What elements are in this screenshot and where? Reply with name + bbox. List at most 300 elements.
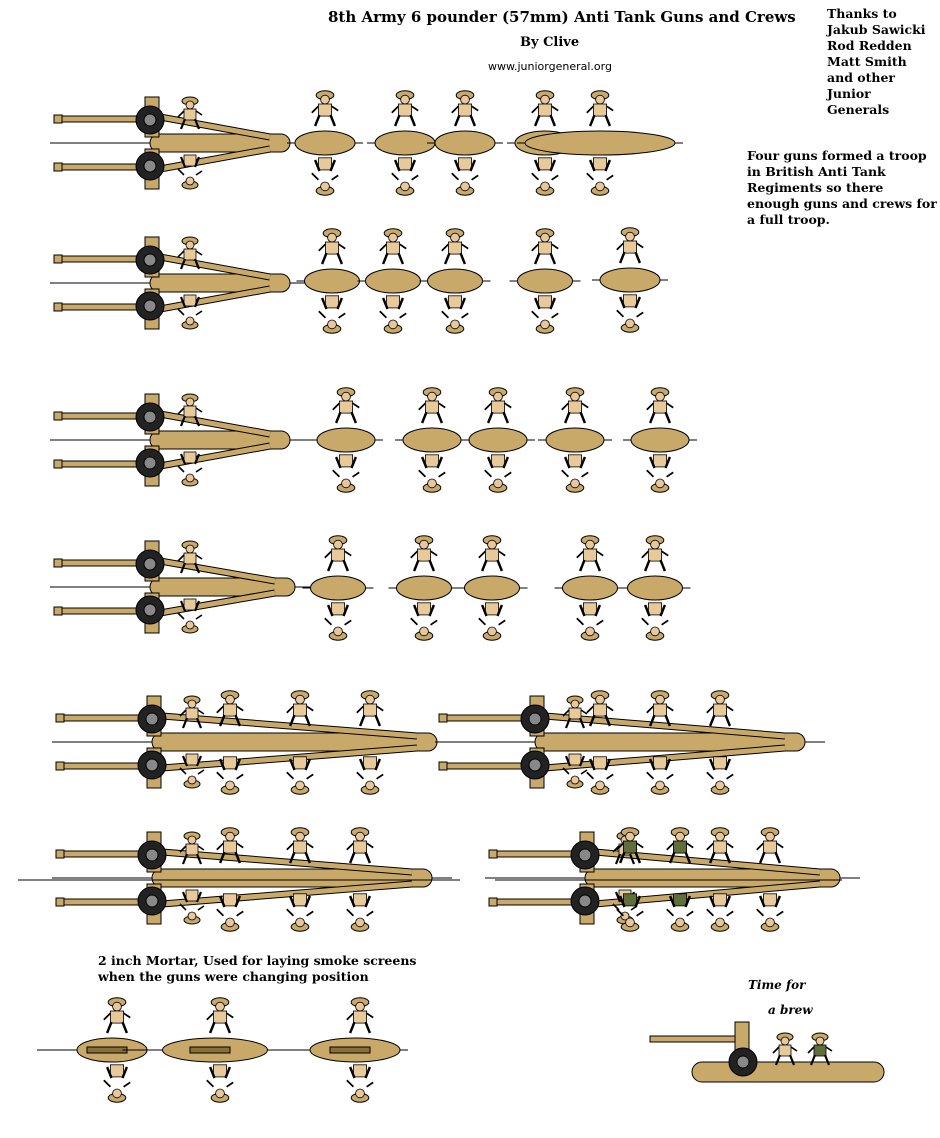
counter-base <box>305 269 360 293</box>
arms-icon <box>347 1080 373 1087</box>
crewman-figure <box>667 894 693 931</box>
torso-icon <box>763 841 776 853</box>
head-icon <box>494 392 503 401</box>
crewman-figure <box>325 603 351 640</box>
torso-icon <box>184 249 196 260</box>
torso-icon <box>186 844 198 855</box>
mortar-tube-icon <box>330 1047 370 1053</box>
torso-icon <box>223 841 236 853</box>
crewman-figure <box>647 455 673 492</box>
head-icon <box>541 320 550 329</box>
torso-icon <box>713 841 726 853</box>
torso-icon <box>353 841 366 853</box>
head-icon <box>188 776 196 784</box>
torso-icon <box>184 599 196 610</box>
torso-icon <box>318 158 331 170</box>
muzzle-brake <box>54 412 62 420</box>
arms-icon <box>479 618 505 625</box>
torso-icon <box>363 704 376 716</box>
legs-icon <box>488 412 508 423</box>
brew-caption-line: Time for <box>748 978 806 992</box>
head-icon <box>656 781 665 790</box>
head-icon <box>488 627 497 636</box>
crewman-figure <box>207 1065 233 1102</box>
crewman-figure <box>707 828 733 863</box>
head-icon <box>656 695 665 704</box>
torso-icon <box>485 549 498 561</box>
muzzle-brake <box>56 850 64 858</box>
crewman-figure <box>392 158 418 195</box>
crew-counter <box>623 388 697 492</box>
wheel-hub-icon <box>144 300 156 312</box>
crewman-figure <box>180 832 204 864</box>
arms-icon <box>577 618 603 625</box>
crew-counter <box>297 229 368 333</box>
torso-icon <box>293 841 306 853</box>
wheel-hub-icon <box>144 457 156 469</box>
torso-icon <box>569 754 581 765</box>
wheel-hub-icon <box>579 849 591 861</box>
crewman-figure <box>347 828 373 863</box>
head-icon <box>451 320 460 329</box>
torso-icon <box>184 295 196 306</box>
crewman-figure <box>452 91 478 126</box>
crewman-figure <box>532 158 558 195</box>
head-icon <box>626 319 635 328</box>
crew-counter <box>427 91 503 195</box>
head-icon <box>596 695 605 704</box>
head-icon <box>356 1002 365 1011</box>
torso-icon <box>538 158 551 170</box>
legs-icon <box>710 715 730 726</box>
counter-base <box>311 576 366 600</box>
torso-icon <box>184 155 196 166</box>
torso-icon <box>325 296 338 308</box>
counter-base <box>366 269 421 293</box>
crewman-figure <box>419 455 445 492</box>
arms-icon <box>485 470 511 477</box>
arms-icon <box>325 618 351 625</box>
legs-icon <box>414 560 434 571</box>
crewman-figure <box>617 894 643 931</box>
head-icon <box>186 241 194 249</box>
head-icon <box>356 832 365 841</box>
head-icon <box>389 233 398 242</box>
wheel-hub-icon <box>146 759 158 771</box>
crewman-figure <box>442 229 468 264</box>
torso-icon <box>713 757 726 769</box>
crewman-figure <box>587 91 613 126</box>
crewman-figure <box>532 229 558 264</box>
crew-counter <box>620 536 691 640</box>
head-icon <box>226 695 235 704</box>
torso-icon <box>353 1065 366 1077</box>
torso-icon <box>713 894 726 906</box>
website-url[interactable]: www.juniorgeneral.org <box>488 60 612 73</box>
brew-caption-line: a brew <box>768 1003 813 1017</box>
legs-icon <box>350 1022 370 1033</box>
crewman-figure <box>104 998 130 1033</box>
crewman-figure <box>178 295 202 329</box>
torso-icon <box>538 296 551 308</box>
thanks-line: Rod Redden <box>827 38 912 53</box>
torso-icon <box>538 104 551 116</box>
crewman-figure <box>357 691 383 726</box>
head-icon <box>461 182 470 191</box>
wheel-hub-icon <box>144 411 156 423</box>
arms-icon <box>647 772 673 779</box>
head-icon <box>188 912 196 920</box>
head-icon <box>342 392 351 401</box>
legs-icon <box>328 560 348 571</box>
arms-icon <box>532 173 558 180</box>
mortar-team-counter <box>123 998 276 1102</box>
counter-base <box>435 131 495 155</box>
torso-icon <box>398 158 411 170</box>
crew-counter <box>555 536 626 640</box>
crewman-figure <box>587 158 613 195</box>
arms-icon <box>442 311 468 318</box>
torso-icon <box>653 401 666 413</box>
head-icon <box>186 101 194 109</box>
torso-icon <box>186 890 198 901</box>
counter-base <box>428 269 483 293</box>
torso-icon <box>673 894 686 906</box>
crewman-figure <box>562 388 588 423</box>
anti-tank-gun-counter <box>50 237 310 329</box>
torso-icon <box>425 455 438 467</box>
crewman-figure <box>617 295 643 332</box>
head-icon <box>113 1089 122 1098</box>
wheel-hub-icon <box>144 160 156 172</box>
torso-icon <box>491 455 504 467</box>
torso-icon <box>223 704 236 716</box>
troop-note: Four guns formed a troop in British Anti Tank Regiments so there enough guns and crews for a full troop. <box>747 148 937 227</box>
head-icon <box>676 832 685 841</box>
crewman-figure <box>180 754 204 788</box>
thanks-line: Thanks to <box>827 6 897 21</box>
head-icon <box>321 182 330 191</box>
thanks-line: Generals <box>827 102 890 117</box>
brew-vignette <box>650 1022 884 1082</box>
anti-tank-gun-counter <box>50 97 310 189</box>
head-icon <box>342 479 351 488</box>
mortar-tube-icon <box>190 1047 230 1053</box>
muzzle-brake <box>54 255 62 263</box>
legs-icon <box>455 115 475 126</box>
head-icon <box>766 832 775 841</box>
torso-icon <box>184 109 196 120</box>
torso-icon <box>386 242 399 254</box>
wheel-hub-icon <box>144 604 156 616</box>
crewman-figure <box>479 603 505 640</box>
crewman-figure <box>419 388 445 423</box>
crewman-figure <box>180 890 204 924</box>
wheel-hub-icon <box>146 895 158 907</box>
crewman-figure <box>577 603 603 640</box>
crewman-figure <box>312 91 338 126</box>
arms-icon <box>347 909 373 916</box>
crewman-figure <box>532 296 558 333</box>
crewman-figure <box>380 229 406 264</box>
mortar-tube-icon <box>87 1047 127 1053</box>
head-icon <box>296 832 305 841</box>
head-icon <box>186 177 194 185</box>
arms-icon <box>452 173 478 180</box>
torso-icon <box>213 1011 226 1023</box>
torso-icon <box>814 1045 826 1056</box>
torso-icon <box>184 452 196 463</box>
legs-icon <box>535 115 555 126</box>
head-icon <box>188 836 196 844</box>
crewman-figure <box>532 91 558 126</box>
anti-tank-gun-counter <box>52 696 457 788</box>
crew-counter <box>457 536 528 640</box>
crewman-figure <box>411 536 437 571</box>
head-icon <box>401 182 410 191</box>
head-icon <box>651 627 660 636</box>
torso-icon <box>583 603 596 615</box>
crewman-figure <box>287 757 313 794</box>
torso-icon <box>593 704 606 716</box>
arms-icon <box>587 173 613 180</box>
legs-icon <box>383 253 403 264</box>
crewman-figure <box>178 599 202 633</box>
arms-icon <box>333 470 359 477</box>
torso-icon <box>110 1011 123 1023</box>
torso-icon <box>485 603 498 615</box>
torso-icon <box>623 241 636 253</box>
head-icon <box>186 398 194 406</box>
crew-counter <box>538 388 612 492</box>
byline: By Clive <box>520 35 580 50</box>
legs-icon <box>395 115 415 126</box>
thanks-line: Matt Smith <box>827 54 907 69</box>
legs-icon <box>315 115 335 126</box>
thanks-line: Jakub Sawicki <box>827 22 926 37</box>
counter-base <box>397 576 452 600</box>
wheel-hub-icon <box>737 1056 749 1068</box>
crew-counter <box>395 388 469 492</box>
counter-base <box>563 576 618 600</box>
arms-icon <box>207 1080 233 1087</box>
head-icon <box>401 95 410 104</box>
head-icon <box>420 627 429 636</box>
crew-counter <box>592 228 668 332</box>
torso-icon <box>331 603 344 615</box>
head-icon <box>451 233 460 242</box>
gun-barrel <box>650 1036 745 1042</box>
arms-icon <box>411 618 437 625</box>
head-icon <box>586 627 595 636</box>
arms-icon <box>312 173 338 180</box>
legs-icon <box>210 1022 230 1033</box>
head-icon <box>626 918 635 927</box>
crewman-figure <box>347 894 373 931</box>
counter-base <box>403 428 461 452</box>
arms-icon <box>319 311 345 318</box>
head-icon <box>766 918 775 927</box>
head-icon <box>626 232 635 241</box>
crewman-figure <box>319 229 345 264</box>
legs-icon <box>322 253 342 264</box>
crewman-figure <box>178 155 202 189</box>
arms-icon <box>104 1080 130 1087</box>
torso-icon <box>353 1011 366 1023</box>
torso-icon <box>648 549 661 561</box>
counter-base <box>465 576 520 600</box>
arms-icon <box>617 909 643 916</box>
crewman-figure <box>647 757 673 794</box>
torso-icon <box>713 704 726 716</box>
crewman-figure <box>452 158 478 195</box>
arms-icon <box>392 173 418 180</box>
arms-icon <box>707 772 733 779</box>
anti-tank-gun-counter <box>52 832 452 924</box>
arms-icon <box>178 466 202 472</box>
head-icon <box>716 695 725 704</box>
head-icon <box>226 781 235 790</box>
crewman-figure <box>180 696 204 728</box>
legs-icon <box>650 412 670 423</box>
arms-icon <box>757 909 783 916</box>
arms-icon <box>562 470 588 477</box>
wheel-hub-icon <box>579 895 591 907</box>
torso-icon <box>318 104 331 116</box>
head-icon <box>188 700 196 708</box>
crewman-figure <box>380 296 406 333</box>
head-icon <box>186 621 194 629</box>
head-icon <box>651 540 660 549</box>
torso-icon <box>569 708 581 719</box>
torso-icon <box>763 894 776 906</box>
head-icon <box>586 540 595 549</box>
torso-icon <box>448 296 461 308</box>
head-icon <box>389 320 398 329</box>
crewman-figure <box>347 998 373 1033</box>
crew-counter <box>358 229 429 333</box>
crew-counter <box>309 388 383 492</box>
legs-icon <box>482 560 502 571</box>
head-icon <box>321 95 330 104</box>
counter-base <box>469 428 527 452</box>
mortar-caption-line: 2 inch Mortar, Used for laying smoke screens <box>98 953 417 968</box>
head-icon <box>571 776 579 784</box>
torso-icon <box>186 754 198 765</box>
head-icon <box>186 474 194 482</box>
head-icon <box>571 479 580 488</box>
legs-icon <box>565 412 585 423</box>
crewman-figure <box>104 1065 130 1102</box>
crewman-figure <box>757 894 783 931</box>
arms-icon <box>178 169 202 175</box>
muzzle-brake <box>439 714 447 722</box>
torso-icon <box>593 158 606 170</box>
head-icon <box>656 479 665 488</box>
head-icon <box>781 1037 789 1045</box>
legs-icon <box>336 412 356 423</box>
muzzle-brake <box>54 303 62 311</box>
counter-base <box>317 428 375 452</box>
head-icon <box>186 317 194 325</box>
legs-icon <box>620 252 640 263</box>
torso-icon <box>223 757 236 769</box>
crewman-figure <box>411 603 437 640</box>
crewman-figure <box>207 998 233 1033</box>
torso-icon <box>623 841 636 853</box>
crew-counter <box>303 536 374 640</box>
legs-icon <box>535 253 555 264</box>
torso-icon <box>398 104 411 116</box>
torso-icon <box>417 603 430 615</box>
legs-icon <box>590 115 610 126</box>
crew-counter <box>510 229 581 333</box>
thanks-line: and other <box>827 70 896 85</box>
torso-icon <box>593 757 606 769</box>
muzzle-brake <box>54 607 62 615</box>
anti-tank-gun-counter <box>50 394 310 486</box>
head-icon <box>216 1002 225 1011</box>
crewman-figure <box>392 91 418 126</box>
torso-icon <box>623 295 636 307</box>
arms-icon <box>642 618 668 625</box>
head-icon <box>541 182 550 191</box>
torso-icon <box>223 894 236 906</box>
wheel-hub-icon <box>144 558 156 570</box>
crewman-figure <box>642 603 668 640</box>
torso-icon <box>331 549 344 561</box>
head-icon <box>571 392 580 401</box>
torso-icon <box>184 553 196 564</box>
torso-icon <box>491 401 504 413</box>
mortar-caption-line: when the guns were changing position <box>98 969 369 984</box>
arms-icon <box>380 311 406 318</box>
crew-counter <box>461 388 535 492</box>
torso-icon <box>184 406 196 417</box>
head-icon <box>626 832 635 841</box>
arms-icon <box>217 909 243 916</box>
crewman-figure <box>325 536 351 571</box>
muzzle-brake <box>54 115 62 123</box>
crewman-figure <box>319 296 345 333</box>
crewman-figure <box>485 388 511 423</box>
arms-icon <box>587 772 613 779</box>
thanks-line: Junior <box>827 86 871 101</box>
crewman-figure <box>707 691 733 726</box>
head-icon <box>113 1002 122 1011</box>
crewman-figure <box>642 536 668 571</box>
crewman-figure <box>757 828 783 863</box>
muzzle-brake <box>54 163 62 171</box>
counter-base <box>375 131 435 155</box>
torso-icon <box>339 401 352 413</box>
arms-icon <box>617 310 643 317</box>
head-icon <box>541 95 550 104</box>
legs-icon <box>760 852 780 863</box>
wheel-hub-icon <box>146 713 158 725</box>
crewman-figure <box>707 757 733 794</box>
torso-icon <box>110 1065 123 1077</box>
head-icon <box>428 392 437 401</box>
anti-tank-gun-counter <box>50 541 315 633</box>
torso-icon <box>293 704 306 716</box>
crew-counter <box>287 91 363 195</box>
crew-counter <box>389 536 460 640</box>
crewman-figure <box>707 894 733 931</box>
arms-icon <box>287 909 313 916</box>
legs-icon <box>422 412 442 423</box>
counter-base <box>631 428 689 452</box>
